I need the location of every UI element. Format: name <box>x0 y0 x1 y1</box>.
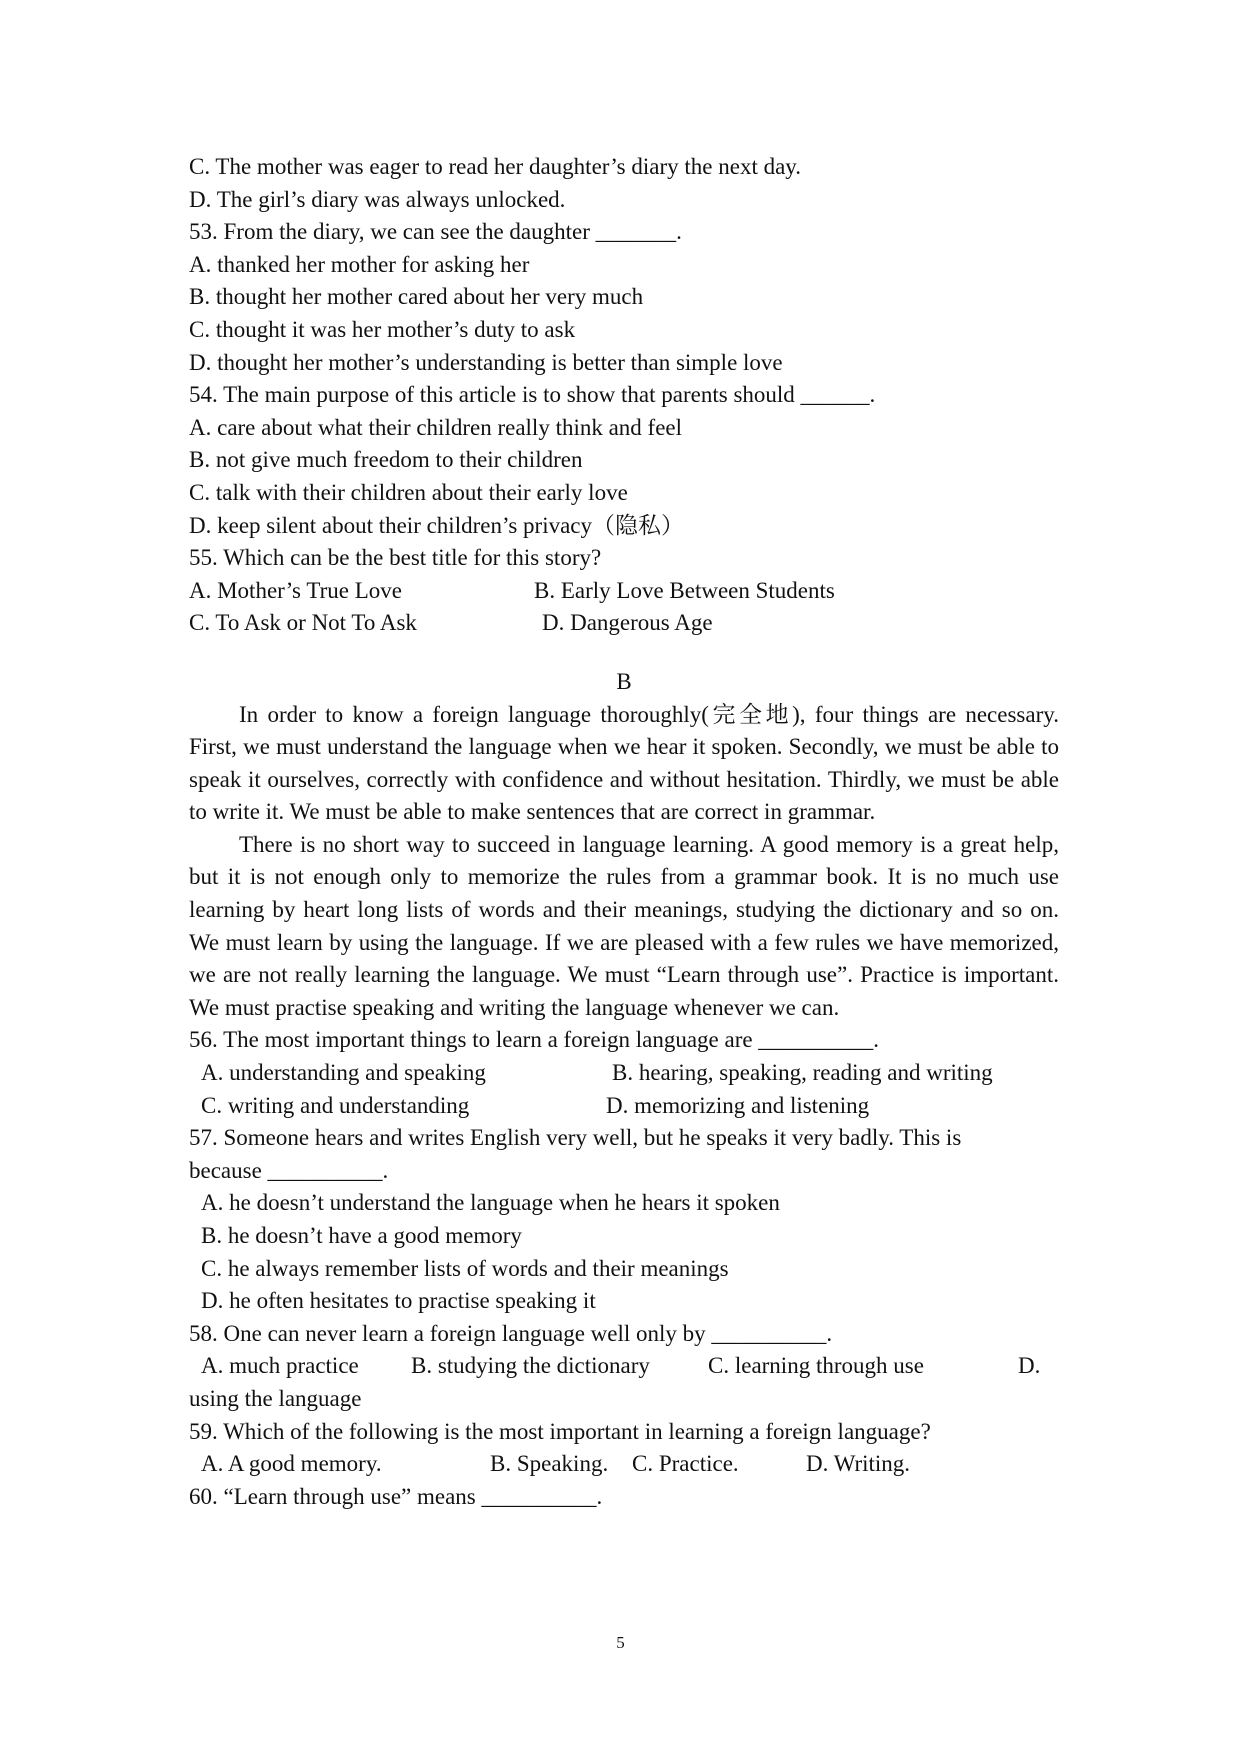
passage-b-paragraph-1: In order to know a foreign language thoroughly(完全地), four things are necessary. First, we must understand the language when we hear it spoken. Secondly, we must be able to speak it ourselves, correctly with confidence and without hesitation. Thirdly, we must be able to write it. We must be able to make sentences that are correct in grammar. <box>189 701 1059 825</box>
q55-option-c: C. To Ask or Not To Ask <box>189 610 417 636</box>
q58-options-row <box>189 1350 1059 1383</box>
passage-b-paragraph-2: There is no short way to succeed in language learning. A good memory is a great help, but it is not enough only to memorize the rules from a grammar book. It is no much use learning by heart long lists of words and their meanings, studying the dictionary and so on. We must learn by using the language. If we are pleased with a few rules we have memorized, we are not really learning the language. We must “Learn through use”. Practice is important. We must practise speaking and writing the language whenever we can. <box>189 831 1059 1020</box>
q55-option-b: B. Early Love Between Students <box>534 577 835 603</box>
q54-stem: 54. The main purpose of this article is to show that parents should ______. <box>189 382 876 408</box>
q59-option-c: C. Practice. <box>632 1451 739 1477</box>
q56-option-a: A. understanding and speaking <box>201 1060 486 1086</box>
q59-option-b: B. Speaking. <box>490 1451 609 1477</box>
q54-option-d: D. keep silent about their children’s privacy（隐私） <box>189 512 685 538</box>
q57-option-d: D. he often hesitates to practise speaking it <box>201 1288 596 1314</box>
q55-options-row-2 <box>189 607 1059 640</box>
q53-option-a: A. thanked her mother for asking her <box>189 251 530 277</box>
q57-option-b: B. he doesn’t have a good memory <box>201 1223 522 1248</box>
q56-option-c: C. writing and understanding <box>201 1092 470 1118</box>
q56-options-row-1 <box>189 1057 1059 1090</box>
q52-option-c: C. The mother was eager to read her daughter’s diary the next day. <box>189 154 802 179</box>
q55-options-row-1 <box>189 575 1059 608</box>
q55-option-d: D. Dangerous Age <box>542 610 713 636</box>
q53-option-b: B. thought her mother cared about her very much <box>189 284 644 310</box>
q53-option-d: D. thought her mother’s understanding is better than simple love <box>189 349 783 375</box>
q54-option-b: B. not give much freedom to their children <box>189 447 583 473</box>
q56-option-b: B. hearing, speaking, reading and writing <box>612 1060 993 1086</box>
exam-page-content <box>189 151 1059 1513</box>
q54-option-c: C. talk with their children about their early love <box>189 479 628 505</box>
q56-stem: 56. The most important things to learn a foreign language are __________. <box>189 1027 880 1053</box>
q53-stem: 53. From the diary, we can see the daughter _______. <box>189 219 682 245</box>
page-number: 5 <box>616 1633 625 1652</box>
q59-option-a: A. A good memory. <box>201 1451 382 1477</box>
q58-stem: 58. One can never learn a foreign language well only by __________. <box>189 1320 833 1346</box>
q58-option-c: C. learning through use <box>708 1353 924 1379</box>
q60-stem: 60. “Learn through use” means __________. <box>189 1483 603 1509</box>
q59-options-row <box>189 1448 1059 1481</box>
q55-option-a: A. Mother’s True Love <box>189 577 402 603</box>
q52-option-d: D. The girl’s diary was always unlocked. <box>189 186 566 212</box>
q59-option-d: D. Writing. <box>806 1451 911 1477</box>
q56-options-row-2 <box>189 1090 1059 1123</box>
q59-stem: 59. Which of the following is the most important in learning a foreign language? <box>189 1418 931 1444</box>
q53-option-c: C. thought it was her mother’s duty to ask <box>189 316 576 342</box>
q55-stem: 55. Which can be the best title for this story? <box>189 545 602 571</box>
q58-option-d-letter: D. <box>1018 1353 1041 1379</box>
q57-option-c: C. he always remember lists of words and their meanings <box>201 1255 729 1281</box>
q57-stem-line-1: 57. Someone hears and writes English very well, but he speaks it very badly. This is <box>189 1125 962 1151</box>
q56-option-d: D. memorizing and listening <box>606 1092 870 1118</box>
q58-option-a: A. much practice <box>201 1353 359 1379</box>
q58-option-d-text: using the language <box>189 1385 362 1411</box>
q54-option-a: A. care about what their children really think and feel <box>189 414 683 440</box>
q57-stem-line-2: because __________. <box>189 1157 389 1183</box>
q58-option-b: B. studying the dictionary <box>411 1353 650 1379</box>
q57-option-a: A. he doesn’t understand the language when he hears it spoken <box>201 1190 780 1216</box>
passage-b-heading: B <box>616 668 632 694</box>
